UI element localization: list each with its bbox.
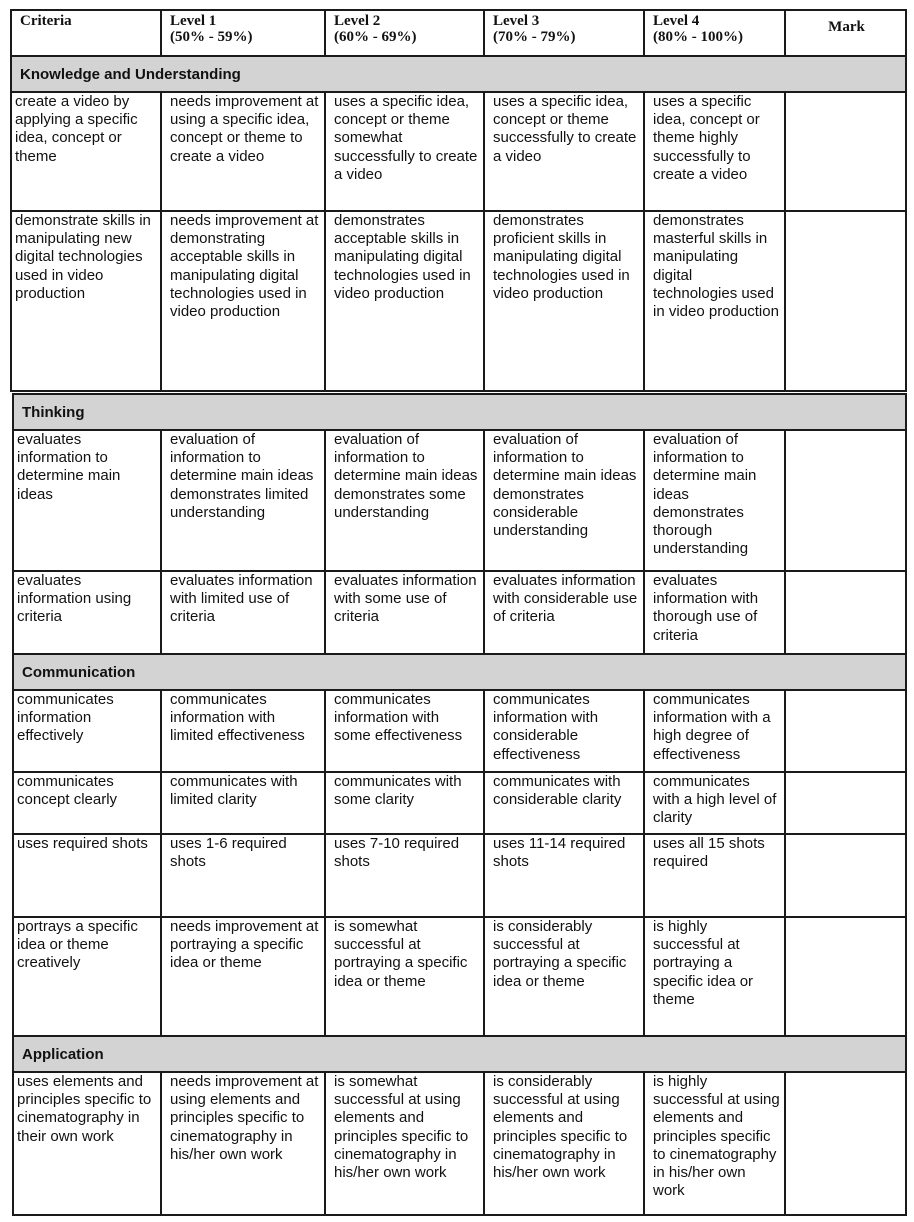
level-4-cell: communicates information with a high degree of effectiveness: [644, 690, 785, 772]
header-row: [11, 10, 906, 56]
level-3-cell: demonstrates proficient skills in manipulating digital technologies used in video production: [484, 211, 644, 391]
criteria-cell: communicates information effectively: [13, 690, 161, 772]
level-2-cell: is somewhat successful at portraying a specific idea or theme: [325, 917, 484, 1036]
header-level-2: Level 2 (60% - 69%): [325, 10, 484, 56]
table-row: [13, 430, 906, 571]
section-header-thinking: [13, 394, 906, 430]
mark-cell[interactable]: [785, 772, 906, 834]
level-4-cell: evaluates information with thorough use of criteria: [644, 571, 785, 654]
level-2-cell: uses 7-10 required shots: [325, 834, 484, 917]
level-2-cell: communicates with some clarity: [325, 772, 484, 834]
table-row: [13, 917, 906, 1036]
criteria-cell: portrays a specific idea or theme creatively: [13, 917, 161, 1036]
criteria-cell: evaluates information to determine main ideas: [13, 430, 161, 571]
section-title: Application: [13, 1036, 906, 1072]
level-4-cell: communicates with a high level of clarity: [644, 772, 785, 834]
mark-cell[interactable]: [785, 211, 906, 391]
level-3-cell: is considerably successful at using elements and principles specific to cinematography in his/her own work: [484, 1072, 644, 1215]
header-level-1: Level 1 (50% - 59%): [161, 10, 325, 56]
level-1-cell: communicates with limited clarity: [161, 772, 325, 834]
level-1-cell: evaluation of information to determine main ideas demonstrates limited understanding: [161, 430, 325, 571]
criteria-cell: uses elements and principles specific to cinematography in their own work: [13, 1072, 161, 1215]
level-1-cell: communicates information with limited effectiveness: [161, 690, 325, 772]
level-1-cell: needs improvement at portraying a specific idea or theme: [161, 917, 325, 1036]
level-1-cell: needs improvement at using elements and principles specific to cinematography in his/her own work: [161, 1072, 325, 1215]
level-4-cell: is highly successful at portraying a specific idea or theme: [644, 917, 785, 1036]
level-2-cell: uses a specific idea, concept or theme somewhat successfully to create a video: [325, 92, 484, 211]
table-row: [13, 772, 906, 834]
rubric-table-part-1: [10, 9, 907, 392]
level-4-cell: demonstrates masterful skills in manipulating digital technologies used in video production: [644, 211, 785, 391]
table-row: [11, 92, 906, 211]
section-title: Communication: [13, 654, 906, 690]
section-title: Knowledge and Understanding: [11, 56, 906, 92]
level-3-cell: is considerably successful at portraying a specific idea or theme: [484, 917, 644, 1036]
criteria-cell: evaluates information using criteria: [13, 571, 161, 654]
header-level-4: Level 4 (80% - 100%): [644, 10, 785, 56]
level-2-cell: evaluates information with some use of criteria: [325, 571, 484, 654]
criteria-cell: communicates concept clearly: [13, 772, 161, 834]
criteria-cell: demonstrate skills in manipulating new digital technologies used in video production: [11, 211, 161, 391]
mark-cell[interactable]: [785, 1072, 906, 1215]
level-3-cell: communicates with considerable clarity: [484, 772, 644, 834]
level-1-cell: uses 1-6 required shots: [161, 834, 325, 917]
mark-cell[interactable]: [785, 92, 906, 211]
level-3-cell: evaluation of information to determine main ideas demonstrates considerable understanding: [484, 430, 644, 571]
level-2-cell: evaluation of information to determine main ideas demonstrates some understanding: [325, 430, 484, 571]
level-3-cell: evaluates information with considerable use of criteria: [484, 571, 644, 654]
rubric-table-part-2: [12, 393, 907, 1216]
header-mark: Mark: [785, 10, 906, 56]
header-criteria: Criteria: [11, 10, 161, 56]
mark-cell[interactable]: [785, 571, 906, 654]
level-3-cell: communicates information with considerable effectiveness: [484, 690, 644, 772]
section-header-knowledge: [11, 56, 906, 92]
criteria-cell: uses required shots: [13, 834, 161, 917]
mark-cell[interactable]: [785, 834, 906, 917]
level-1-cell: evaluates information with limited use of criteria: [161, 571, 325, 654]
section-header-application: [13, 1036, 906, 1072]
mark-cell[interactable]: [785, 430, 906, 571]
section-title: Thinking: [13, 394, 906, 430]
table-row: [13, 834, 906, 917]
section-header-communication: [13, 654, 906, 690]
header-level-3: Level 3 (70% - 79%): [484, 10, 644, 56]
level-4-cell: uses a specific idea, concept or theme highly successfully to create a video: [644, 92, 785, 211]
mark-cell[interactable]: [785, 690, 906, 772]
table-row: [13, 571, 906, 654]
level-4-cell: evaluation of information to determine main ideas demonstrates thorough understanding: [644, 430, 785, 571]
level-4-cell: uses all 15 shots required: [644, 834, 785, 917]
level-1-cell: needs improvement at using a specific idea, concept or theme to create a video: [161, 92, 325, 211]
level-1-cell: needs improvement at demonstrating acceptable skills in manipulating digital technologies used in video production: [161, 211, 325, 391]
level-4-cell: is highly successful at using elements and principles specific to cinematography in his/her own work: [644, 1072, 785, 1215]
level-2-cell: is somewhat successful at using elements and principles specific to cinematography in his/her own work: [325, 1072, 484, 1215]
level-3-cell: uses 11-14 required shots: [484, 834, 644, 917]
level-2-cell: communicates information with some effectiveness: [325, 690, 484, 772]
mark-cell[interactable]: [785, 917, 906, 1036]
level-2-cell: demonstrates acceptable skills in manipulating digital technologies used in video production: [325, 211, 484, 391]
criteria-cell: create a video by applying a specific idea, concept or theme: [11, 92, 161, 211]
table-row: [13, 1072, 906, 1215]
level-3-cell: uses a specific idea, concept or theme successfully to create a video: [484, 92, 644, 211]
table-row: [11, 211, 906, 391]
table-row: [13, 690, 906, 772]
